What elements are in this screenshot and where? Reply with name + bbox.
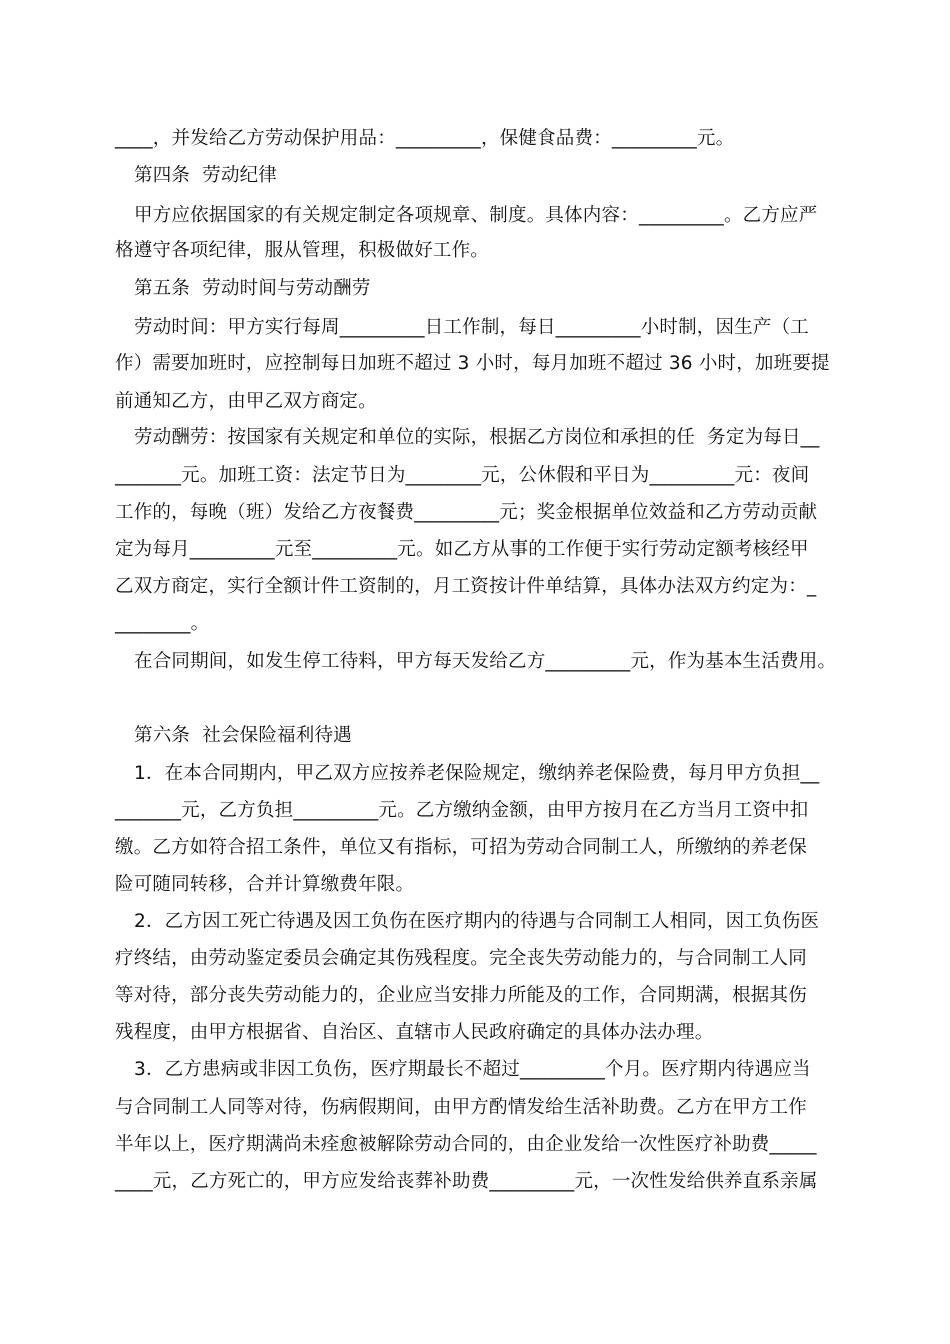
text-line: 劳动酬劳：按国家有关规定和单位的实际，根据乙方岗位和承担的任 务定为每日__: [134, 427, 820, 448]
text-line: _______元，乙方负担_________元。乙方缴纳金额，由甲方按月在乙方当月工资中扣: [115, 800, 809, 821]
text-line: ____元，乙方死亡的，甲方应发给丧葬补助费_________元，一次性发给供养直系亲属: [115, 1171, 818, 1192]
text-line: 半年以上，医疗期满尚未痊愈被解除劳动合同的，由企业发给一次性医疗补助费_____: [115, 1134, 817, 1155]
text-line: ________。: [115, 613, 210, 634]
text-line: 格遵守各项纪律，服从管理，积极做好工作。: [115, 240, 490, 261]
text-line: _______元。加班工资：法定节日为________元，公休假和平日为_________元：夜间: [115, 465, 810, 486]
text-line: ____，并发给乙方劳动保护用品：_________，保健食品费：_________元。: [115, 128, 735, 149]
text-line: 1．在本合同期内，甲乙双方应按养老保险规定，缴纳养老保险费，每月甲方负担__: [134, 763, 820, 784]
text-line: 乙双方商定，实行全额计件工资制的，月工资按计件单结算，具体办法双方约定为：_: [115, 576, 817, 597]
text-line: 定为每月_________元至_________元。如乙方从事的工作便于实行劳动定额考核经甲: [115, 539, 809, 560]
text-line: 前通知乙方，由甲乙双方商定。: [115, 391, 377, 412]
section-heading: 第五条 劳动时间与劳动酬劳: [134, 278, 371, 299]
text-line: 与合同制工人同等对待，伤病假期间，由甲方酌情发给生活补助费。乙方在甲方工作: [115, 1097, 807, 1118]
text-line: 作）需要加班时，应控制每日加班不超过 3 小时，每月加班不超过 36 小时，加班要提: [115, 353, 830, 374]
text-line: 残程度，由甲方根据省、自治区、直辖市人民政府确定的具体办法办理。: [115, 1022, 714, 1043]
text-line: 在合同期间，如发生停工待料，甲方每天发给乙方_________元，作为基本生活费用。: [134, 651, 837, 672]
text-line: 3．乙方患病或非因工负伤，医疗期最长不超过_________个月。医疗期内待遇应当: [134, 1059, 811, 1080]
text-line: 缴。乙方如符合招工条件，单位又有指标，可招为劳动合同制工人，所缴纳的养老保: [115, 837, 807, 858]
section-heading: 第四条 劳动纪律: [134, 165, 278, 186]
text-line: 险可随同转移，合并计算缴费年限。: [115, 874, 415, 895]
text-line: 工作的，每晚（班）发给乙方夜餐费_________元；奖金根据单位效益和乙方劳动贡献: [115, 502, 818, 523]
text-line: 疗终结，由劳动鉴定委员会确定其伤残程度。完全丧失劳动能力的，与合同制工人同: [115, 948, 807, 969]
text-line: 等对待，部分丧失劳动能力的，企业应当安排力所能及的工作，合同期满，根据其伤: [115, 985, 807, 1006]
section-heading: 第六条 社会保险福利待遇: [134, 725, 352, 746]
text-line: 劳动时间：甲方实行每周_________日工作制，每日_________小时制，因生产（工: [134, 317, 810, 338]
text-line: 甲方应依据国家的有关规定制定各项规章、制度。具体内容：_________。乙方应严: [134, 205, 818, 226]
text-line: 2．乙方因工死亡待遇及因工负伤在医疗期内的待遇与合同制工人相同，因工负伤医: [134, 911, 820, 932]
